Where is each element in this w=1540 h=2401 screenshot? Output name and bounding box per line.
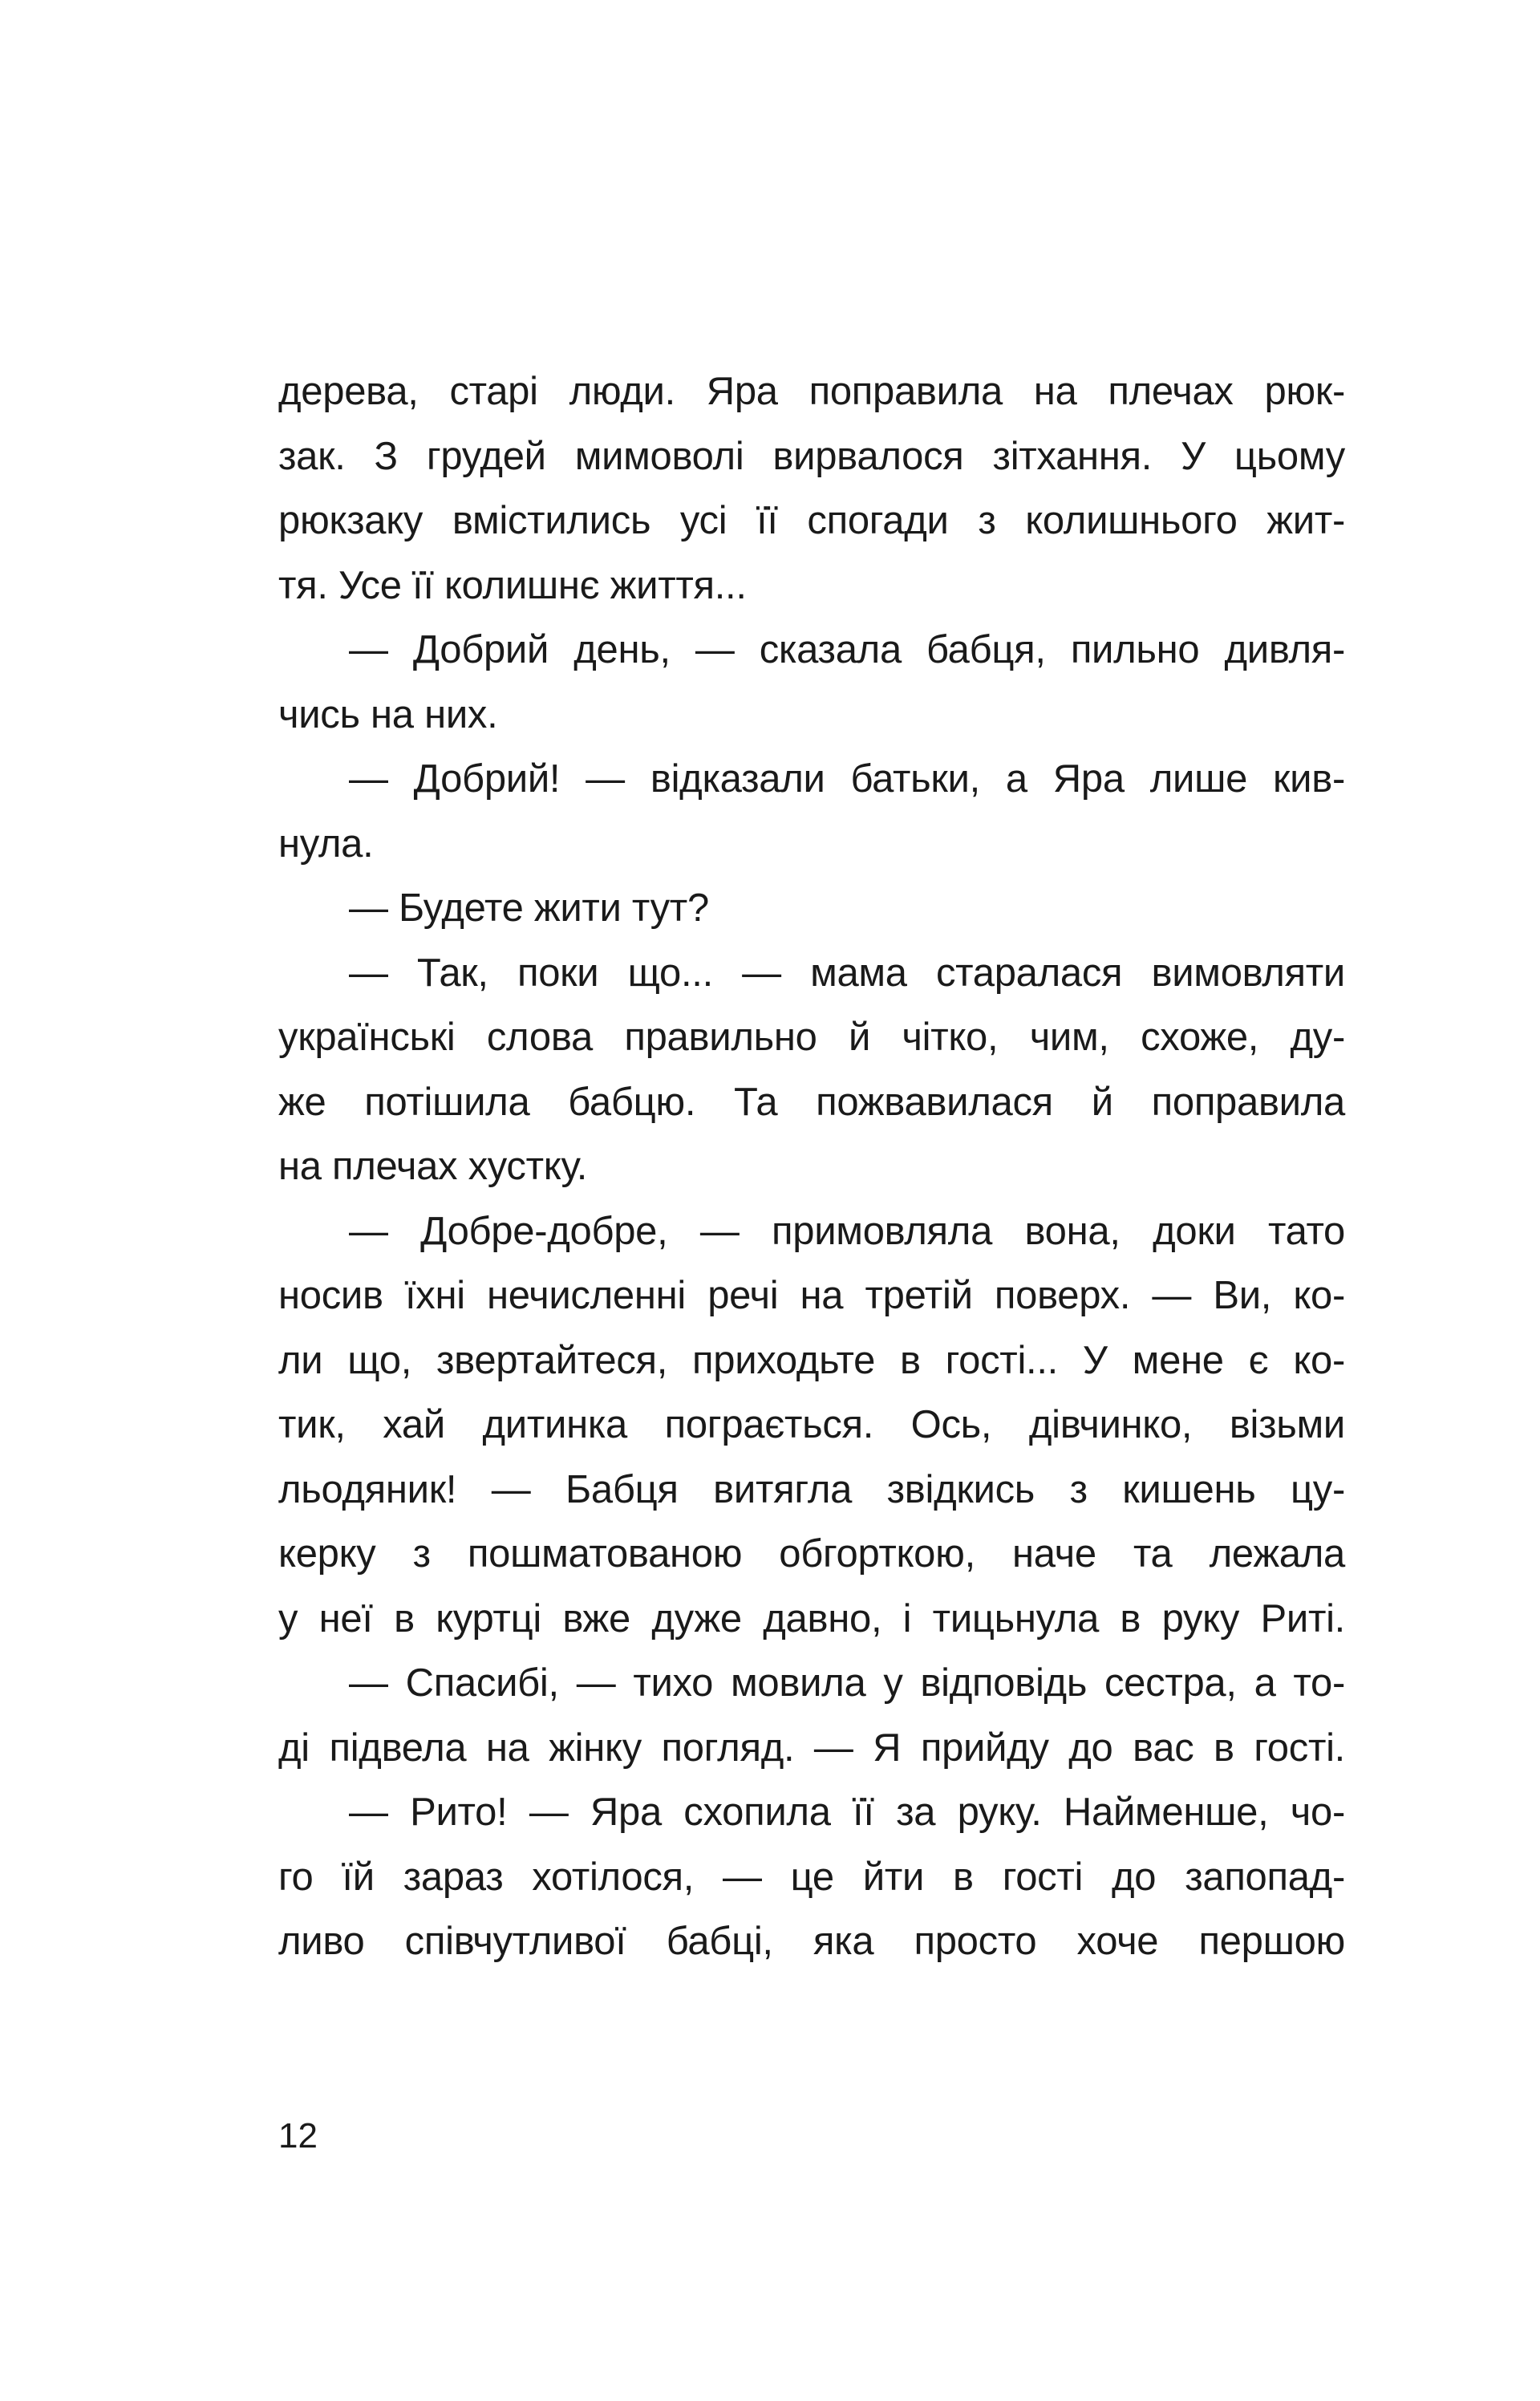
text-line: чись на них. [278,692,498,736]
text-line: ливо співчутливої бабці, яка просто хоче першою [278,1920,1345,1963]
text-line: українські слова правильно й чітко, чим, схоже, ду- [278,1016,1345,1059]
text-line: у неї в куртці вже дуже давно, і тицьнула в руку Риті. [278,1596,1345,1641]
text-line: ді підвела на жінку погляд. — Я прийду до вас в гості. [278,1726,1345,1770]
text-line: го їй зараз хотілося, — це йти в гості до запопад- [278,1855,1345,1899]
text-line: — Добре-добре, — примовляла вона, доки тато [349,1209,1345,1253]
text-line: на плечах хустку. [278,1145,588,1188]
text-line: нула. [278,821,374,866]
text-line: тя. Усе її колишнє життя... [278,563,747,607]
text-line: тик, хай дитинка пограється. Ось, дівчинко, візьми [278,1403,1345,1446]
text-line: — Рито! — Яра схопила її за руку. Найменше, чо- [349,1791,1345,1834]
text-line: зак. З грудей мимоволі вирвалося зітхання. У цьому [278,434,1345,478]
text-line: дерева, старі люди. Яра поправила на плечах рюк- [278,370,1345,413]
text-line: льодяник! — Бабця витягла звідкись з кишень цу- [278,1467,1345,1511]
text-line: — Будете жити тут? [349,886,709,930]
text-line: ли що, звертайтеся, приходьте в гості... У мене є ко- [278,1338,1345,1382]
text-line: — Добрий день, — сказала бабця, пильно дивля- [349,628,1345,671]
text-line: — Добрий! — відказали батьки, а Яра лише кив- [349,757,1345,801]
text-line: носив їхні нечисленні речі на третій поверх. — Ви, ко- [278,1274,1345,1317]
text-line: — Спасибі, — тихо мовила у відповідь сестра, а то- [349,1661,1345,1705]
body-text [278,359,1345,1974]
text-line: рюкзаку вмістились усі її спогади з колишнього жит- [278,499,1345,542]
text-line: же потішила бабцю. Та пожвавилася й поправила [278,1080,1345,1124]
text-line: — Так, поки що... — мама старалася вимовляти [349,951,1345,995]
page-number: 12 [278,2116,318,2156]
text-line: керку з пошматованою обгорткою, наче та лежала [278,1532,1345,1576]
